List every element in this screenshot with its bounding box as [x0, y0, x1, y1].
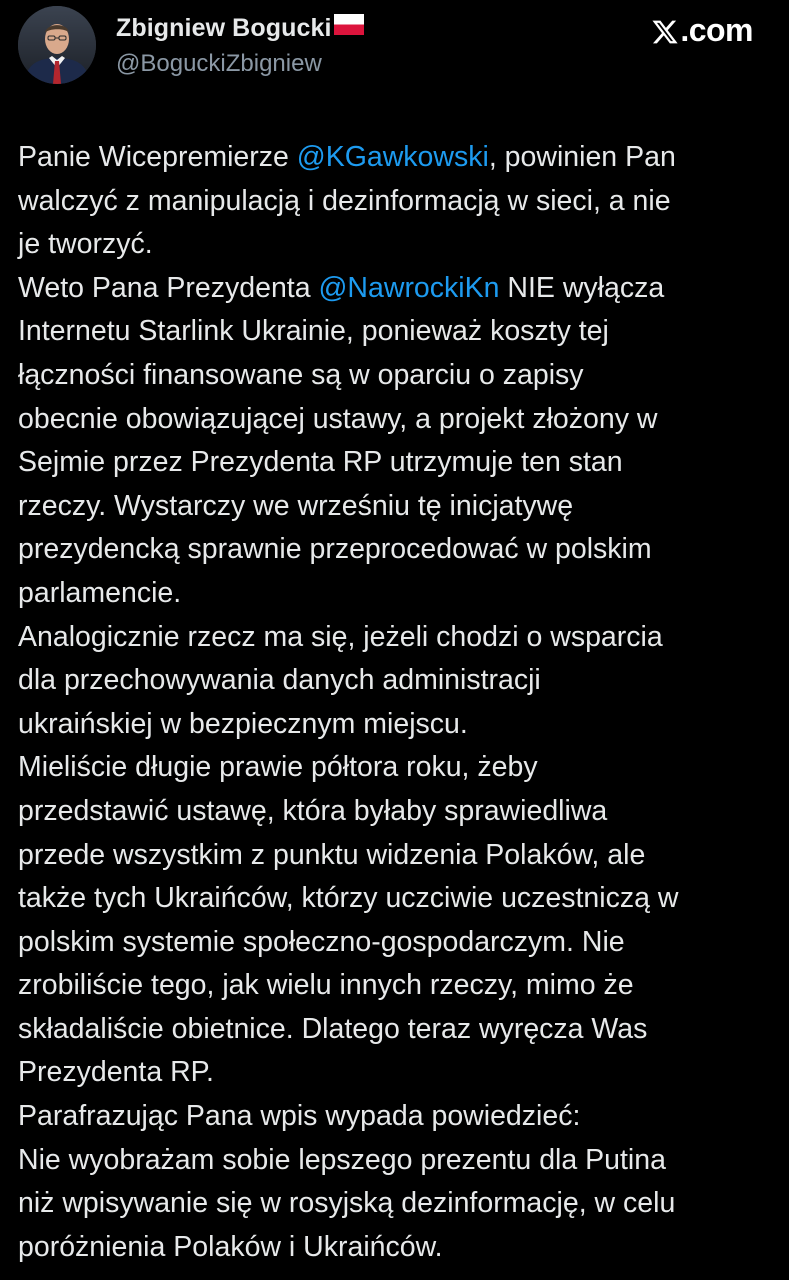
mention-link[interactable]: @NawrockiKn: [318, 271, 500, 304]
tweet-line: [18, 964, 780, 1008]
tweet-line: [18, 572, 780, 616]
poland-flag-icon: [334, 14, 364, 35]
tweet-text-segment: poróżnienia Polaków i Ukraińców.: [18, 1230, 443, 1263]
tweet-line: [18, 1139, 780, 1183]
tweet-text-segment: niż wpisywanie się w rosyjską dezinformację, w celu: [18, 1187, 676, 1220]
tweet-header: [0, 0, 789, 110]
tweet-line: [18, 267, 780, 311]
tweet-line: [18, 877, 780, 921]
tweet-text-segment: Nie wyobrażam sobie lepszego prezentu dla Putina: [18, 1143, 666, 1176]
tweet-text-segment: Internetu Starlink Ukrainie, ponieważ koszty tej: [18, 315, 609, 348]
avatar[interactable]: [18, 6, 96, 84]
tweet-line: [18, 746, 780, 790]
display-name[interactable]: Zbigniew Bogucki: [116, 13, 332, 42]
tweet-line: [18, 834, 780, 878]
tweet-text-segment: dla przechowywania danych administracji: [18, 664, 541, 697]
tweet-text-segment: Mieliście długie prawie półtora roku, żeby: [18, 751, 538, 784]
user-handle[interactable]: @BoguckiZbigniew: [116, 50, 322, 77]
author-name-row[interactable]: [116, 10, 364, 46]
tweet-text-segment: ukraińskiej w bezpiecznym miejscu.: [18, 707, 468, 740]
tweet-text-segment: prezydencką sprawnie przeprocedować w polskim: [18, 533, 652, 566]
tweet-text: [18, 136, 780, 1269]
tweet-text-segment: Analogicznie rzecz ma się, jeżeli chodzi o wsparcia: [18, 620, 663, 653]
tweet-text-segment: rzeczy. Wystarczy we wrześniu tę inicjatywę: [18, 489, 574, 522]
tweet-line: [18, 703, 780, 747]
tweet-line: [18, 223, 780, 267]
tweet-text-segment: łączności finansowane są w oparciu o zapisy: [18, 358, 584, 391]
tweet-text-segment: Sejmie przez Prezydenta RP utrzymuje ten stan: [18, 446, 623, 479]
tweet-line: [18, 616, 780, 660]
tweet-line: [18, 790, 780, 834]
x-brand: [651, 10, 753, 50]
x-logo-icon: [651, 17, 679, 45]
tweet-line: [18, 441, 780, 485]
tweet-text-segment: walczyć z manipulacją i dezinformacją w sieci, a nie: [18, 184, 671, 217]
tweet-line: [18, 1226, 780, 1270]
tweet-text-segment: polskim systemie społeczno-gospodarczym. Nie: [18, 925, 625, 958]
tweet-line: [18, 1095, 780, 1139]
tweet-line: [18, 1182, 780, 1226]
tweet-text-segment: przedstawić ustawę, która byłaby sprawiedliwa: [18, 794, 608, 827]
tweet-text-segment: zrobiliście tego, jak wielu innych rzeczy, mimo że: [18, 969, 634, 1002]
tweet-line: [18, 1008, 780, 1052]
tweet-line: [18, 485, 780, 529]
tweet-line: [18, 1051, 780, 1095]
tweet-line: [18, 354, 780, 398]
tweet-text-segment: parlamencie.: [18, 576, 182, 609]
tweet-text-segment: Panie Wicepremierze: [18, 141, 297, 173]
tweet-line: [18, 528, 780, 572]
tweet-text-segment: przede wszystkim z punktu widzenia Polaków, ale: [18, 838, 646, 871]
tweet-line: [18, 180, 780, 224]
tweet-line: [18, 398, 780, 442]
tweet-line: [18, 310, 780, 354]
tweet-line: [18, 921, 780, 965]
tweet-text-segment: Weto Pana Prezydenta: [18, 271, 319, 304]
tweet-text-segment: składaliście obietnice. Dlatego teraz wyręcza Was: [18, 1012, 648, 1045]
tweet-text-segment: , powinien Pan: [488, 141, 676, 173]
tweet-text-segment: je tworzyć.: [18, 228, 153, 261]
tweet-text-segment: także tych Ukraińców, którzy uczciwie uczestniczą w: [18, 882, 679, 915]
tweet-text-segment: Prezydenta RP.: [18, 1056, 214, 1089]
tweet-text-segment: obecnie obowiązującej ustawy, a projekt złożony w: [18, 402, 658, 435]
brand-domain: .com: [680, 11, 753, 48]
tweet-line: [18, 136, 780, 180]
tweet-text-segment: NIE wyłącza: [499, 271, 665, 304]
tweet-line: [18, 659, 780, 703]
mention-link[interactable]: @KGawkowski: [296, 141, 489, 173]
tweet-text-segment: Parafrazując Pana wpis wypada powiedzieć:: [18, 1100, 581, 1133]
